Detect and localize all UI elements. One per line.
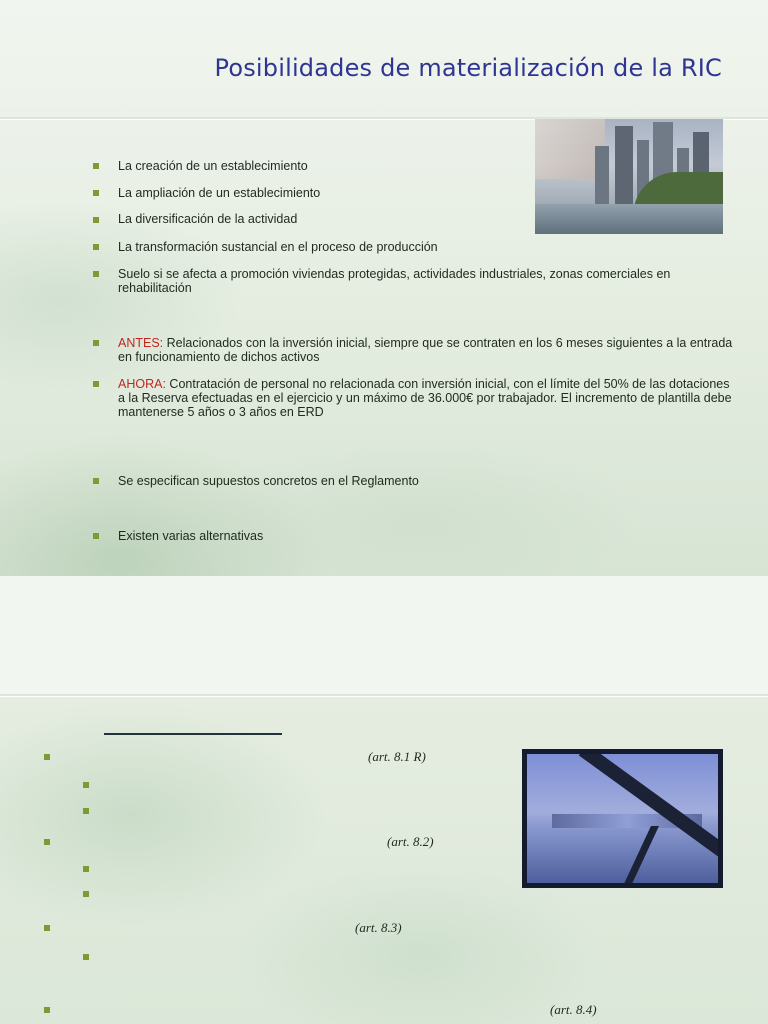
bullet-marker [93, 381, 99, 387]
sub-bullet-marker [83, 866, 89, 872]
bullet-marker [93, 533, 99, 539]
slide-gap [0, 576, 768, 694]
bullet-marker [93, 244, 99, 250]
antes-text: Relacionados con la inversión inicial, siempre que se contraten en los 6 meses siguientes a la entrada en funcionamiento de dichos activos [118, 336, 733, 364]
sub-bullet-marker [83, 891, 89, 897]
bullet-transformacion: La transformación sustancial en el proceso de producción [118, 240, 438, 254]
bullet-diversificacion: La diversificación de la actividad [118, 212, 298, 226]
bullet-marker [93, 163, 99, 169]
bridge-photo [522, 749, 723, 888]
slide2-top-divider [0, 694, 768, 697]
bullet-marker [93, 478, 99, 484]
heading-underline [104, 733, 282, 735]
bullet-ampliacion: La ampliación de un establecimiento [118, 186, 321, 200]
bullet-ahora [118, 377, 738, 419]
bullet-marker [44, 1007, 50, 1013]
ref-art-8-2: (art. 8.2) [387, 834, 434, 849]
bullet-antes [118, 336, 738, 364]
bullet-reglamento: Se especifican supuestos concretos en el Reglamento [118, 474, 419, 488]
ref-art-8-1: (art. 8.1 R) [368, 749, 426, 764]
bullet-marker [44, 925, 50, 931]
ref-art-8-3: (art. 8.3) [355, 920, 402, 935]
sub-bullet-marker [83, 782, 89, 788]
bullet-marker [93, 217, 99, 223]
bullet-alternativas: Existen varias alternativas [118, 529, 264, 543]
ref-art-8-4: (art. 8.4) [550, 1002, 597, 1017]
bullet-marker [93, 340, 99, 346]
bullet-marker [44, 839, 50, 845]
antes-label: ANTES: [118, 336, 164, 350]
sub-bullet-marker [83, 954, 89, 960]
bullet-creacion: La creación de un establecimiento [118, 159, 308, 173]
slide-title: Posibilidades de materialización de la RIC [214, 54, 722, 82]
bullet-marker [93, 190, 99, 196]
bullet-suelo: Suelo si se afecta a promoción viviendas protegidas, actividades industriales, zonas comerciales en rehabilitación [118, 267, 671, 295]
ahora-label: AHORA: [118, 377, 166, 391]
ahora-text: Contratación de personal no relacionada con inversión inicial, con el límite del 50% de las dotaciones a la Reserva efectuadas en el ejercicio y un máximo de 36.000€ por trabajador. El incremento de plantilla debe mantenerse 5 años o 3 años en ERD [118, 377, 732, 419]
sub-bullet-marker [83, 808, 89, 814]
bullet-marker [44, 754, 50, 760]
slide-2 [0, 694, 768, 1024]
bullet-marker [93, 271, 99, 277]
